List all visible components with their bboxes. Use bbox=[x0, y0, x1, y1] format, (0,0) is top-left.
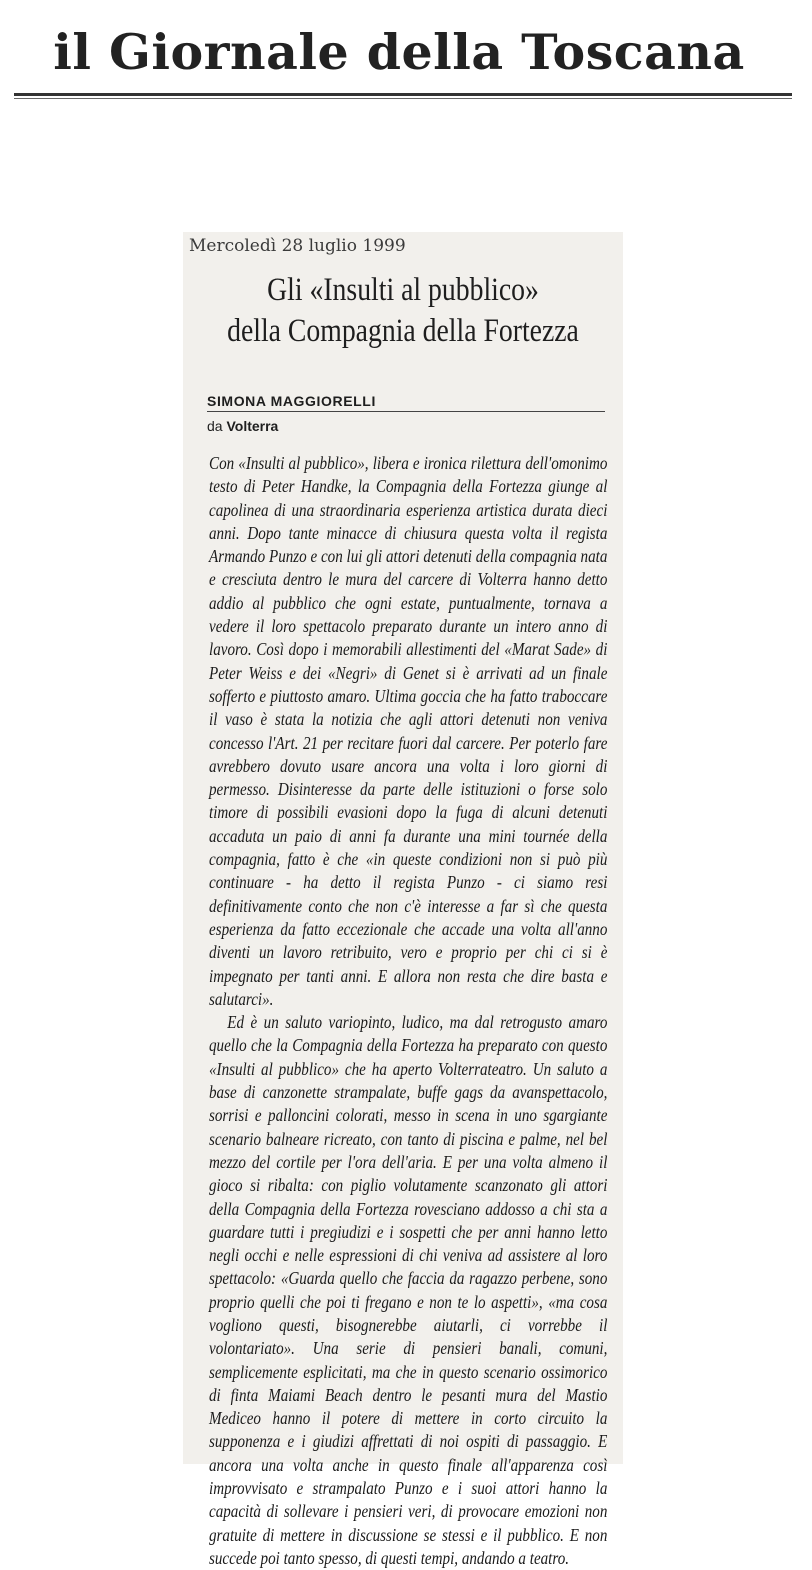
publication-date: Mercoledì 28 luglio 1999 bbox=[189, 236, 406, 256]
headline-line-2: della Compagnia della Fortezza bbox=[227, 313, 579, 349]
dateline-place: Volterra bbox=[226, 418, 279, 434]
article-clipping bbox=[183, 232, 623, 1568]
dateline bbox=[207, 418, 278, 434]
article-body bbox=[209, 452, 607, 1570]
author-byline: SIMONA MAGGIORELLI bbox=[207, 393, 376, 409]
newspaper-masthead: il Giornale della Toscana bbox=[53, 23, 745, 81]
article-paragraph-1: Con «Insulti al pubblico», libera e ironica rilettura dell'omonimo testo di Peter Handke, la Compagnia della Fortezza giunge al capolinea di una straordinaria esperienza artistica durata dieci anni. Dopo tante minacce di chiusura questa volta il regista Armando Punzo e con lui gli attori detenuti della compagnia nata e cresciuta dentro le mura del carcere di Volterra hanno detto addio al pubblico che ogni estate, puntualmente, tornava a vedere il loro spettacolo preparato durante un intero anno di lavoro. Così dopo i memorabili allestimenti del «Marat Sade» di Peter Weiss e dei «Negri» di Genet si è arrivati ad un finale sofferto e piuttosto amaro. Ultima goccia che ha fatto traboccare il vaso è stata la notizia che agli attori detenuti non veniva concesso l'Art. 21 per recitare fuori dal carcere. Per poterlo fare avrebbero dovuto usare ancora una volta i loro giorni di permesso. Disinteresse da parte delle istituzioni o forse solo timore di possibili evasioni dopo la fuga di alcuni detenuti accaduta un paio di anni fa durante una mini tournée della compagnia, fatto è che «in queste condizioni non si può più continuare - ha detto il regista Punzo - ci siamo resi definitivamente conto che non c'è interesse a far sì che questa esperienza da fatto eccezionale che accade una volta all'anno diventi un lavoro retribuito, vero e proprio per chi ci si è impegnato per tanti anni. E allora non resta che dire basta e salutarci». bbox=[209, 453, 608, 1009]
article-paragraph-2: Ed è un saluto variopinto, ludico, ma dal retrogusto amaro quello che la Compagnia della Fortezza ha preparato con questo «Insulti al pubblico» che ha aperto Volterrateatro. Un saluto a base di canzonette strampalate, buffe gags da avanspettacolo, sorrisi e palloncini colorati, messo in scena in uno sgargiante scenario balneare ricreato, con tanto di piscina e palme, nel bel mezzo del cortile per l'ora dell'aria. E per una volta almeno il gioco si ribalta: con piglio volutamente scanzonato gli attori della Compagnia della Fortezza rovesciano addosso a chi sta a guardare tutti i pregiudizi e i sospetti che per anni hanno letto negli occhi e nelle espressioni di chi veniva ad assistere al loro spettacolo: «Guarda quello che faccia da ragazzo perbene, sono proprio quelli che poi ti fregano e non te lo aspetti», «ma cosa vogliono questi, bisognerebbe aiutarli, ci vorrebbe il volontariato». Una serie di pensieri banali, comuni, semplicemente esplicitati, ma che in questo scenario ossimorico di finta Maiami Beach dentro le pesanti mura del Mastio Mediceo hanno il potere di mettere in corto circuito la supponenza e i giudizi affrettati di noi ospiti di passaggio. E ancora una volta anche in questo finale all'apparenza così improvvisato e strampalato Punzo e i suoi attori hanno la capacità di sollevare i pensieri veri, di provocare emozioni non gratuite di mettere in discussione se stessi e il pubblico. E non succede poi tanto spesso, di questi tempi, andando a teatro. bbox=[209, 1012, 608, 1568]
article-headline bbox=[227, 270, 580, 352]
masthead-rule-thin bbox=[14, 98, 792, 99]
masthead-rule bbox=[14, 93, 792, 96]
dateline-prefix: da bbox=[207, 418, 227, 434]
byline-rule bbox=[207, 411, 605, 412]
headline-line-1: Gli «Insulti al pubblico» bbox=[267, 272, 539, 308]
